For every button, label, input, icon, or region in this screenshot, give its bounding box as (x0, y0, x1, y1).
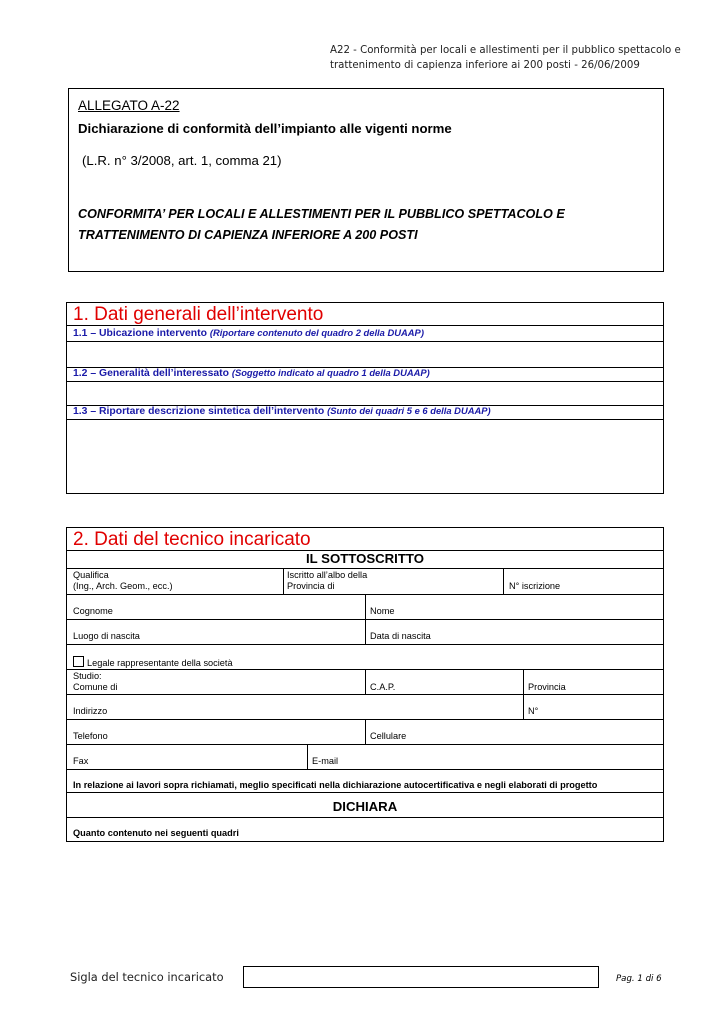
divider (67, 619, 663, 620)
fax-label: Fax (73, 756, 89, 766)
qualifica-label: Qualifica (Ing., Arch. Geom., ecc.) (73, 570, 173, 591)
email-label: E-mail (312, 756, 339, 766)
divider (67, 792, 663, 793)
allegato-title-line-1: CONFORMITA’ PER LOCALI E ALLESTIMENTI PER IL PUBBLICO SPETTACOLO E (78, 207, 565, 221)
iscritto-albo-label: Iscritto all’albo della Provincia di (287, 570, 368, 591)
sigla-input[interactable] (243, 966, 599, 988)
divider (365, 669, 366, 694)
allegato-title-line-2: TRATTENIMENTO DI CAPIENZA INFERIORE A 200 POSTI (78, 228, 418, 242)
n-iscrizione-label: N° iscrizione (509, 581, 561, 591)
allegato-title (78, 204, 658, 246)
divider (67, 744, 663, 745)
page-number: Pag. 1 di 6 (616, 974, 662, 984)
allegato-legal-ref: (L.R. n° 3/2008, art. 1, comma 21) (82, 153, 282, 168)
divider (67, 568, 663, 569)
field-interessato-hint: (Soggetto indicato al quadro 1 della DUAAP) (231, 367, 430, 378)
field-descrizione-label: 1.3 – Riportare descrizione sintetica dell’intervento (Sunto dei quadri 5 e 6 della DUAAP) (73, 405, 491, 417)
divider (503, 568, 504, 594)
provincia-label: Provincia (528, 682, 566, 692)
header-line-1: A22 - Conformità per locali e allestimenti per il pubblico spettacolo e (330, 45, 681, 56)
legale-rappresentante-row (73, 656, 233, 669)
field-ubicazione-label: 1.1 – Ubicazione intervento (Riportare contenuto del quadro 2 della DUAAP) (73, 327, 424, 339)
allegato-box (68, 88, 664, 272)
section-tecnico-incaricato (66, 527, 664, 842)
dichiara-heading: DICHIARA (332, 799, 398, 814)
data-nascita-label: Data di nascita (370, 631, 431, 641)
allegato-code: ALLEGATO A-22 (78, 98, 180, 113)
telefono-label: Telefono (73, 731, 108, 741)
section-dati-generali (66, 302, 664, 494)
studio-label: Studio: Comune di (73, 671, 118, 692)
provincia-di-label: Provincia di (287, 581, 335, 591)
cognome-label: Cognome (73, 606, 113, 616)
field-descrizione-input[interactable] (67, 420, 663, 492)
relazione-text: In relazione ai lavori sopra richiamati, meglio specificati nella dichiarazione autocertificativa e negli elaborati di progetto (73, 780, 598, 790)
field-ubicazione-input[interactable] (67, 342, 663, 367)
qualifica-hint: (Ing., Arch. Geom., ecc.) (73, 581, 173, 591)
section-1-title: 1. Dati generali dell’intervento (73, 304, 324, 325)
cellulare-label: Cellulare (370, 731, 407, 741)
legale-rappresentante-label: Legale rappresentante della società (87, 658, 233, 668)
legale-rappresentante-checkbox[interactable] (73, 656, 84, 667)
divider (307, 744, 308, 769)
section-2-title: 2. Dati del tecnico incaricato (73, 529, 311, 550)
field-interessato-label: 1.2 – Generalità dell’interessato (Soggetto indicato al quadro 1 della DUAAP) (73, 367, 430, 379)
divider (67, 644, 663, 645)
cap-label: C.A.P. (370, 682, 396, 692)
field-interessato-input[interactable] (67, 382, 663, 405)
luogo-nascita-label: Luogo di nascita (73, 631, 140, 641)
sigla-label: Sigla del tecnico incaricato (70, 970, 224, 984)
sottoscritto-heading: IL SOTTOSCRITTO (306, 551, 424, 566)
divider (67, 694, 663, 695)
nome-label: Nome (370, 606, 395, 616)
document-header-note (330, 43, 710, 73)
divider (365, 719, 366, 744)
divider (67, 769, 663, 770)
quanto-contenuto-text: Quanto contenuto nei seguenti quadri (73, 828, 239, 838)
comune-di-label: Comune di (73, 682, 118, 692)
divider (67, 817, 663, 818)
indirizzo-label: Indirizzo (73, 706, 108, 716)
divider (283, 568, 284, 594)
field-ubicazione-hint: (Riportare contenuto del quadro 2 della DUAAP) (209, 327, 424, 338)
divider (67, 325, 663, 326)
civico-label: N° (528, 706, 539, 716)
header-line-2: trattenimento di capienza inferiore ai 200 posti - 26/06/2009 (330, 60, 640, 71)
allegato-subtitle: Dichiarazione di conformità dell’impianto alle vigenti norme (78, 121, 452, 136)
field-descrizione-hint: (Sunto dei quadri 5 e 6 della DUAAP) (327, 405, 491, 416)
